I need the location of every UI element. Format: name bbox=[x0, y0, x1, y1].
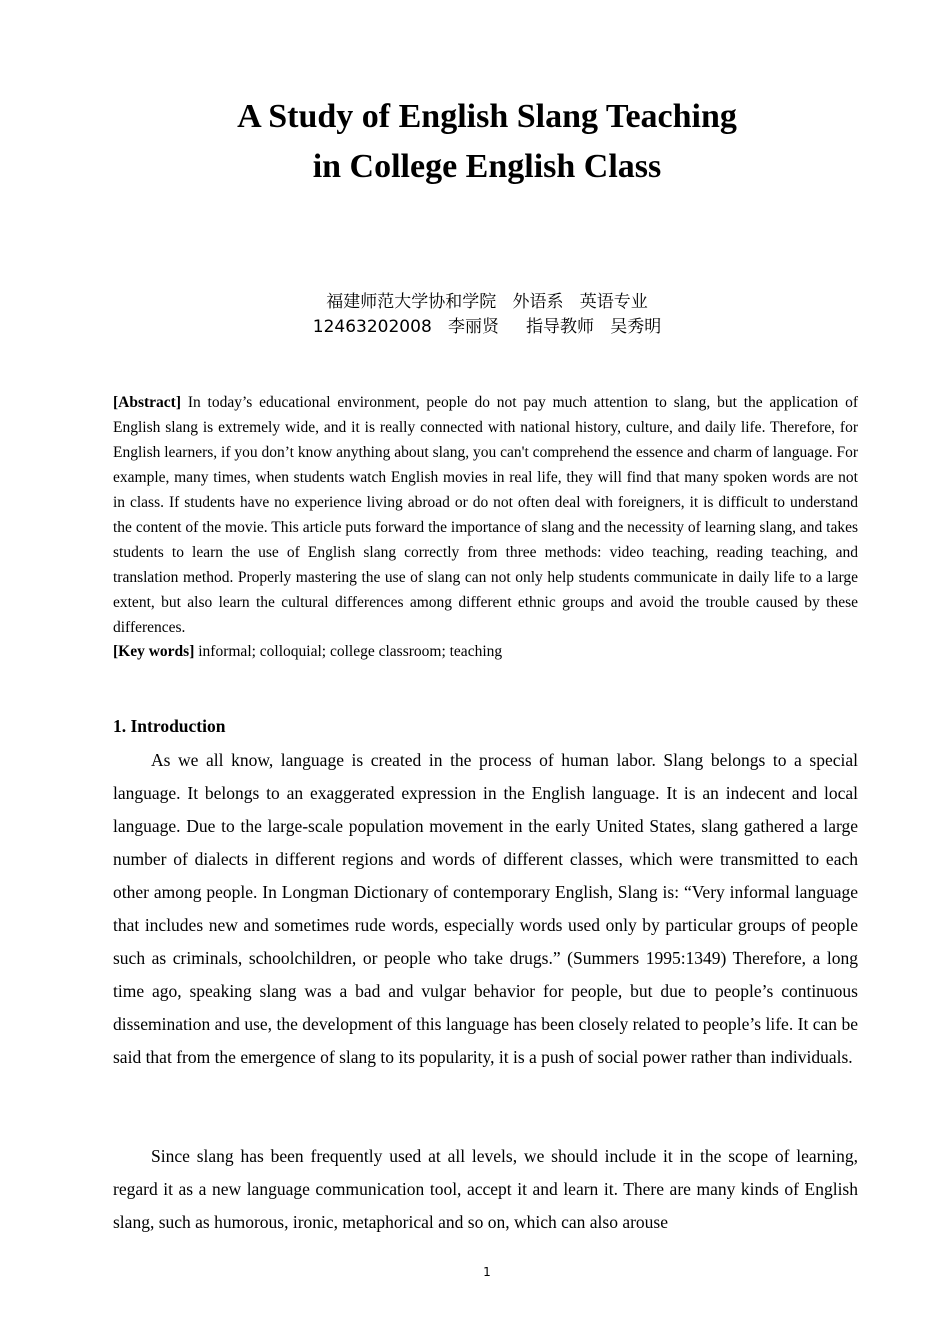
abstract bbox=[113, 390, 858, 640]
body-paragraph: As we all know, language is created in the process of human labor. Slang belongs to a special language. It belongs to an exaggerated expression in the English language. It is an indecent and local language. Due to the large-scale population movement in the early United States, slang gathered a large number of dialects in different regions and words of different classes, which were transmitted to each other among people. In Longman Dictionary of contemporary English, Slang is: “Very informal language that includes new and sometimes rude words, especially words used only by particular groups of people such as criminals, schoolchildren, or people who take drugs.” (Summers 1995:1349) Therefore, a long time ago, speaking slang was a bad and vulgar behavior for people, but due to people’s continuous dissemination and use, the development of this language has been closely related to people’s life. It can be said that from the emergence of slang to its popularity, it is a push of social power rather than individuals. bbox=[113, 750, 858, 1067]
author-affiliation: 福建师范大学协和学院 外语系 英语专业 bbox=[326, 292, 648, 312]
title-line-1: A Study of English Slang Teaching bbox=[237, 98, 737, 135]
abstract-label: [Abstract] bbox=[113, 394, 182, 411]
keywords-text: informal; colloquial; college classroom; teaching bbox=[198, 643, 503, 660]
keywords-label: [Key words] bbox=[113, 643, 195, 660]
body-paragraph: Since slang has been frequently used at all levels, we should include it in the scope of learning, regard it as a new language communication tool, accept it and learn it. There are many kinds of English slang, such as humorous, ironic, metaphorical and so on, which can also arouse bbox=[113, 1146, 858, 1232]
section-heading-introduction: 1. Introduction bbox=[113, 716, 226, 736]
abstract-text: In today’s educational environment, people do not pay much attention to slang, but the application of English slang is extremely wide, and it is really connected with national history, culture, and daily life. Therefore, for English learners, if you don’t know anything about slang, you can't comprehend the essence and charm of language. For example, many times, when students watch English movies in real life, they will find that many spoken words are not in class. If students have no experience living abroad or do not often deal with foreigners, it is difficult to understand the content of the movie. This article puts forward the importance of slang and the necessity of learning slang, and takes students to learn the use of English slang correctly from three methods: video teaching, reading teaching, and translation method. Properly mastering the use of slang can not only help students communicate in daily life to a large extent, but also learn the cultural differences among different ethnic groups and avoid the trouble caused by these differences. bbox=[113, 394, 859, 636]
author-info: 12463202008 李丽贤 指导教师 吴秀明 bbox=[312, 317, 662, 337]
page-number: 1 bbox=[483, 1265, 491, 1279]
title-line-2: in College English Class bbox=[312, 148, 662, 185]
keywords bbox=[113, 639, 858, 664]
